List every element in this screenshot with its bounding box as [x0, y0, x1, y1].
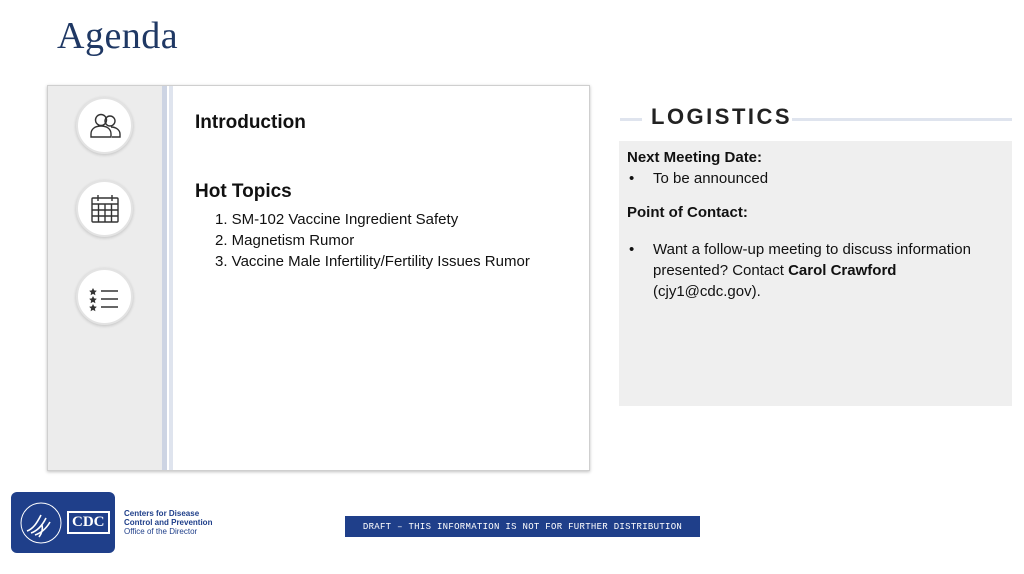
contact-email: (cjy1@cdc.gov). — [653, 283, 761, 300]
hhs-eagle-icon — [19, 501, 63, 545]
org-name — [124, 509, 212, 536]
contact-text-before: Want a follow-up meeting to discuss information presented? Contact — [653, 241, 971, 279]
checklist-icon — [76, 268, 133, 325]
list-item: 2. Magnetism Rumor — [215, 232, 355, 249]
agenda-content — [195, 112, 585, 272]
people-icon — [76, 97, 133, 154]
rail-divider — [162, 86, 167, 470]
org-line: Centers for Disease — [124, 509, 200, 518]
bullet: • — [629, 170, 635, 187]
calendar-icon — [76, 180, 133, 237]
header-rule — [792, 118, 1012, 121]
hot-topics-heading: Hot Topics — [195, 181, 292, 202]
slide-title: Agenda — [57, 15, 179, 57]
hot-topics-list — [195, 209, 585, 272]
agenda-card — [47, 85, 590, 471]
contact-text — [653, 239, 1004, 302]
header-rule — [620, 118, 642, 121]
list-item: 3. Vaccine Male Infertility/Fertility Issues Rumor — [215, 253, 530, 270]
list-item — [627, 168, 1004, 189]
list-item — [627, 239, 1004, 302]
org-line: Office of the Director — [124, 527, 198, 536]
cdc-wordmark: CDC — [67, 511, 110, 534]
cdc-logo — [11, 492, 115, 553]
icon-rail — [48, 86, 162, 470]
rail-divider — [169, 86, 173, 470]
next-meeting-label: Next Meeting Date: — [627, 149, 763, 166]
bullet: • — [629, 241, 635, 258]
list-item: 1. SM-102 Vaccine Ingredient Safety — [215, 211, 459, 228]
next-meeting-value: To be announced — [653, 170, 769, 187]
contact-name: Carol Crawford — [788, 262, 897, 279]
point-of-contact-label: Point of Contact: — [627, 204, 748, 221]
org-line: Control and Prevention — [124, 518, 213, 527]
draft-notice: DRAFT – THIS INFORMATION IS NOT FOR FURTHER DISTRIBUTION — [345, 516, 700, 537]
logistics-heading: LOGISTICS — [651, 104, 793, 129]
logistics-header — [620, 104, 1012, 134]
introduction-heading: Introduction — [195, 112, 306, 133]
logistics-panel — [619, 141, 1012, 406]
